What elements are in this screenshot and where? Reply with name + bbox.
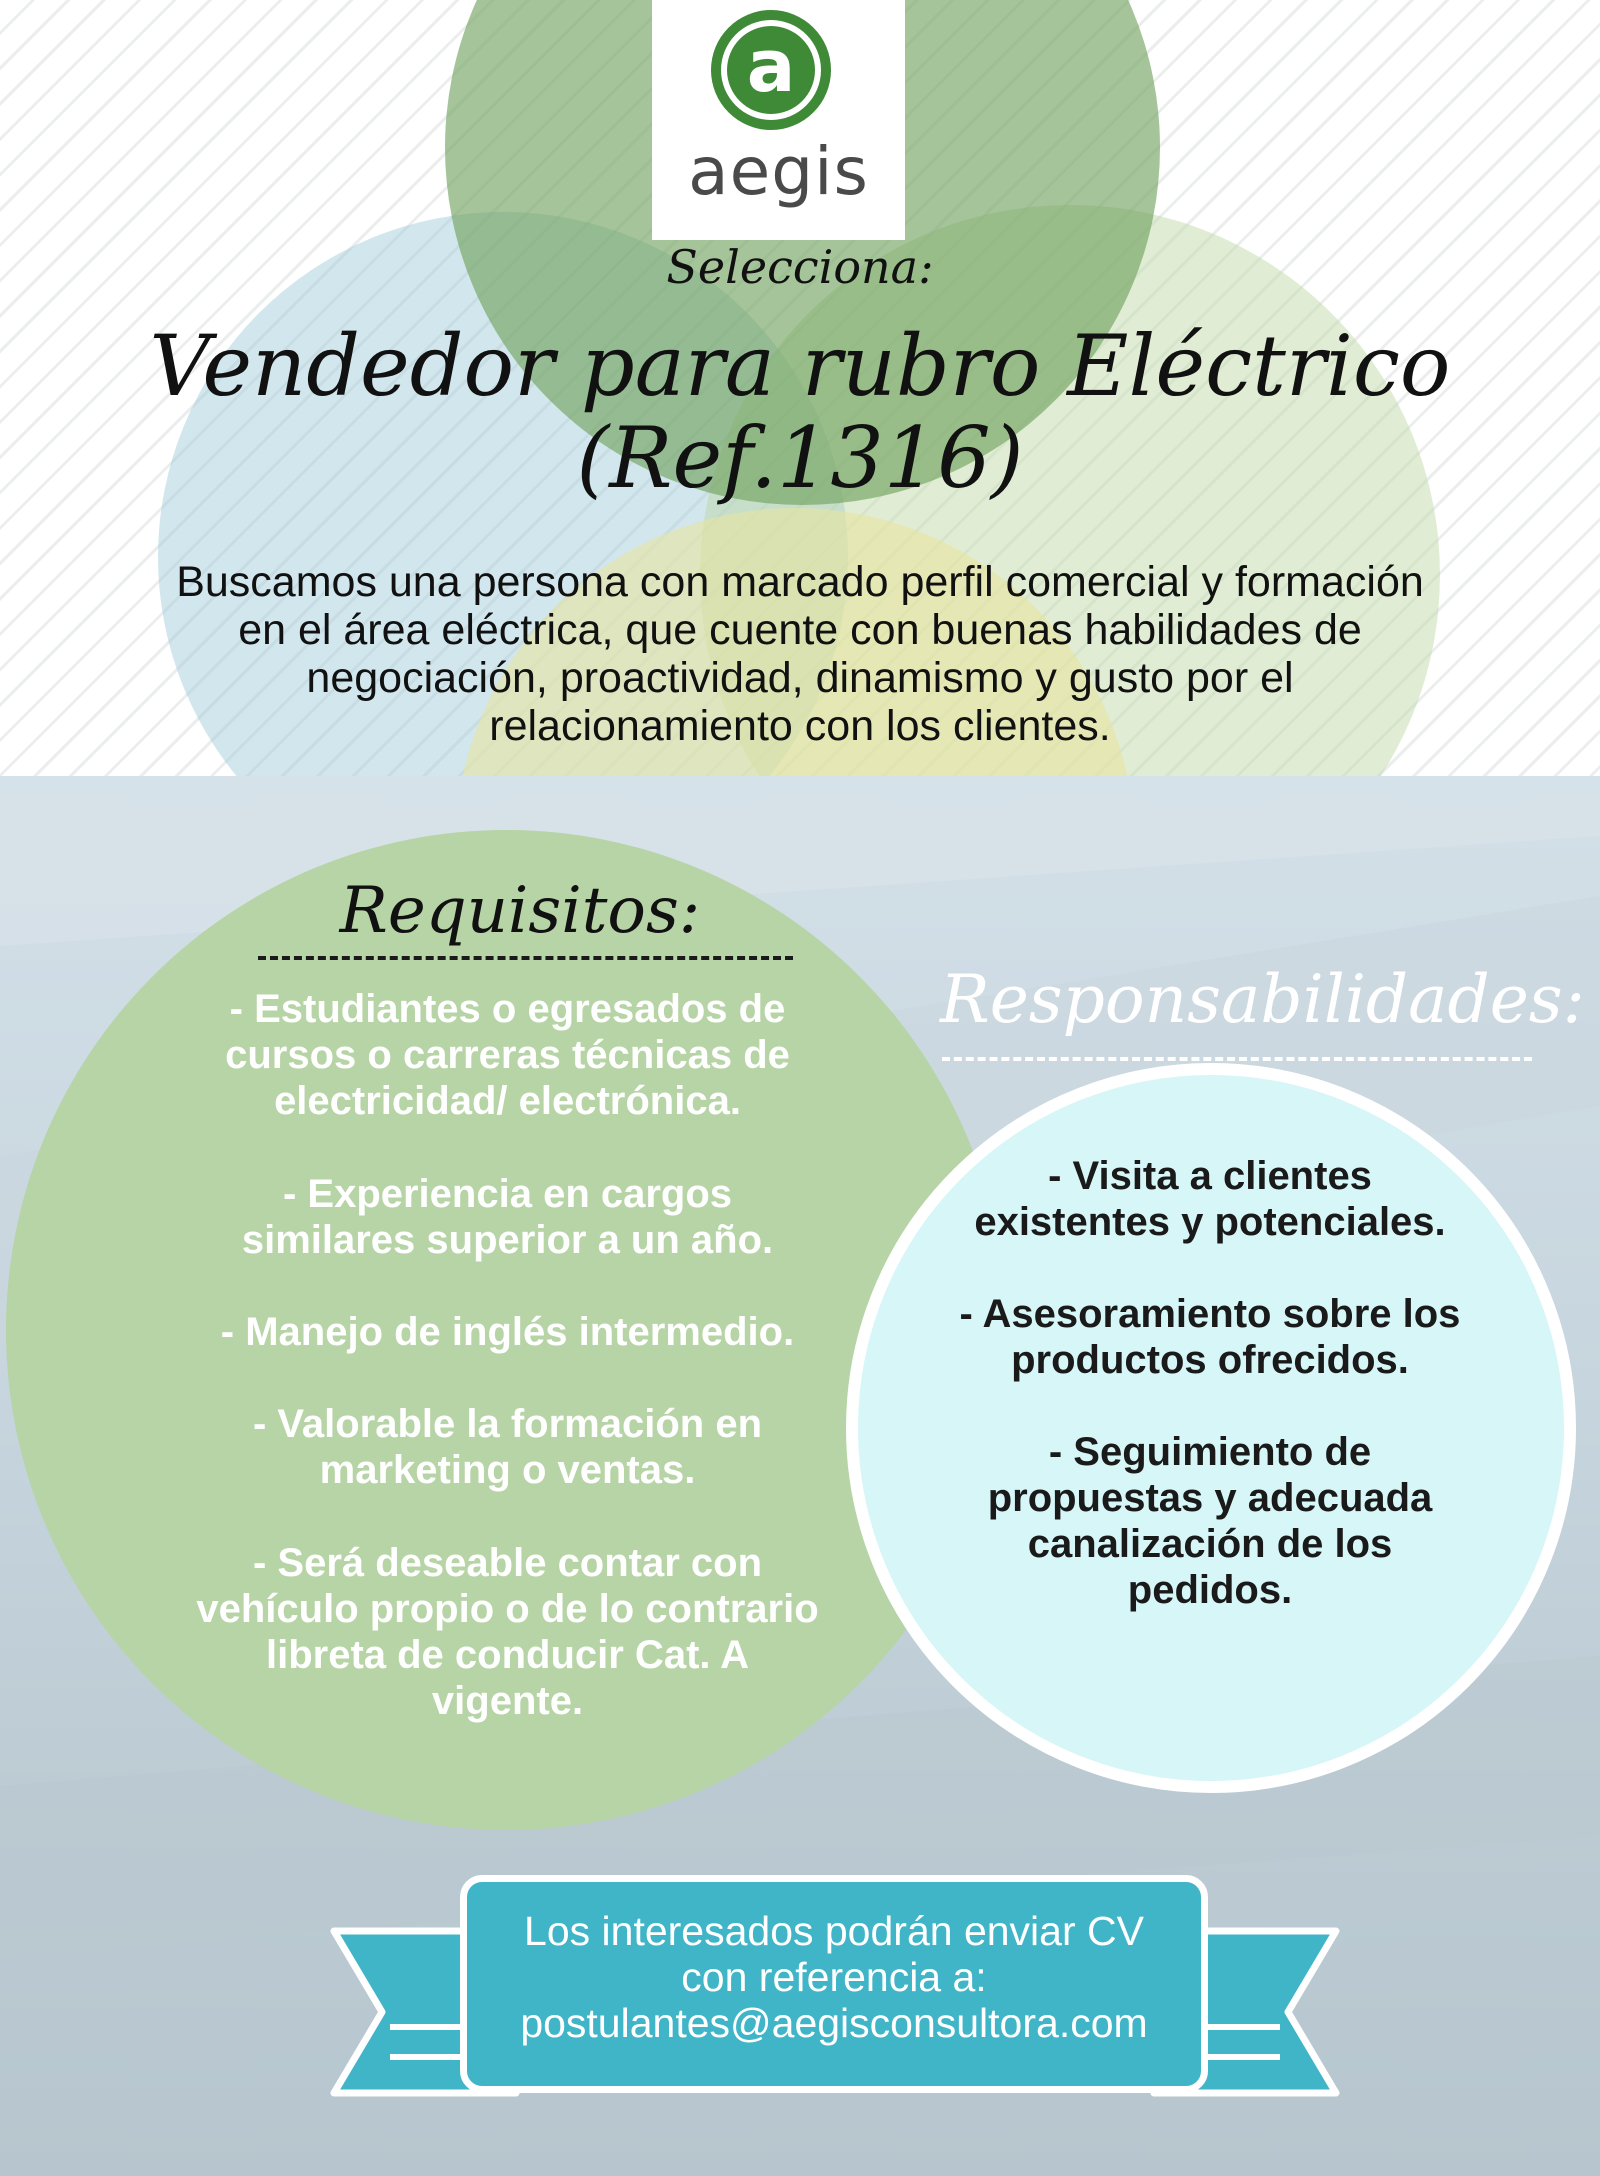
- intro-line: negociación, proactividad, dinamismo y gusto por el: [306, 654, 1294, 702]
- responsabilidad-line: - Seguimiento de: [1048, 1430, 1372, 1474]
- requisito-line: - Valorable la formación en: [252, 1402, 763, 1446]
- requisito-line: cursos o carreras técnicas de: [225, 1033, 790, 1077]
- contact-email-link[interactable]: postulantes@aegisconsultora.com: [520, 2000, 1148, 2046]
- requisito-item: [140, 986, 875, 1124]
- contact-text: [480, 1908, 1188, 2046]
- requisito-line: - Manejo de inglés intermedio.: [220, 1310, 795, 1354]
- requisito-line: electricidad/ electrónica.: [274, 1079, 741, 1123]
- aegis-logo: [652, 0, 905, 240]
- contact-line: Los interesados podrán enviar CV: [524, 1908, 1144, 1954]
- responsabilidad-line: - Asesoramiento sobre los: [959, 1292, 1461, 1336]
- intro-line: en el área eléctrica, que cuente con buenas habilidades de: [238, 606, 1362, 654]
- responsabilidad-item: [900, 1291, 1520, 1383]
- intro-line: relacionamiento con los clientes.: [489, 702, 1111, 750]
- requisitos-divider: [258, 956, 793, 960]
- responsabilidad-item: [900, 1153, 1520, 1245]
- responsabilidad-line: propuestas y adecuada: [987, 1476, 1433, 1520]
- intro-paragraph: [100, 558, 1500, 750]
- requisito-item: [140, 1171, 875, 1263]
- requisito-line: libreta de conducir Cat. A: [265, 1633, 750, 1677]
- requisito-line: vehículo propio o de lo contrario: [196, 1587, 819, 1631]
- page-title: [100, 317, 1500, 507]
- logo-ring-icon: [711, 10, 831, 130]
- title-line-2: (Ref.1316): [576, 409, 1024, 507]
- requisito-line: vigente.: [431, 1679, 584, 1723]
- requisito-line: marketing o ventas.: [319, 1448, 696, 1492]
- requisito-line: - Será deseable contar con: [252, 1541, 763, 1585]
- contact-line: con referencia a:: [681, 1954, 987, 2000]
- logo-letter: a: [727, 26, 815, 114]
- kicker-text: Selecciona:: [666, 240, 934, 294]
- requisito-line: - Estudiantes o egresados de: [229, 987, 786, 1031]
- responsabilidad-line: existentes y potenciales.: [974, 1200, 1446, 1244]
- requisito-item: [140, 1401, 875, 1493]
- responsabilidad-line: canalización de los: [1027, 1522, 1393, 1566]
- responsabilidad-line: productos ofrecidos.: [1011, 1338, 1409, 1382]
- logo-wordmark: aegis: [688, 133, 869, 210]
- requisito-item: [140, 1309, 875, 1355]
- requisito-item: [140, 1540, 875, 1724]
- responsabilidad-line: - Visita a clientes: [1048, 1154, 1372, 1198]
- responsabilidad-line: pedidos.: [1127, 1568, 1293, 1612]
- requisito-line: similares superior a un año.: [241, 1218, 774, 1262]
- requisitos-title: Requisitos:: [339, 874, 701, 948]
- intro-line: Buscamos una persona con marcado perfil comercial y formación: [176, 558, 1424, 606]
- responsabilidades-title: Responsabilidades:: [940, 961, 1585, 1038]
- title-line-1: Vendedor para rubro Eléctrico: [149, 317, 1451, 415]
- responsabilidad-item: [900, 1429, 1520, 1613]
- requisito-line: - Experiencia en cargos: [282, 1172, 733, 1216]
- responsabilidades-divider: [942, 1057, 1532, 1061]
